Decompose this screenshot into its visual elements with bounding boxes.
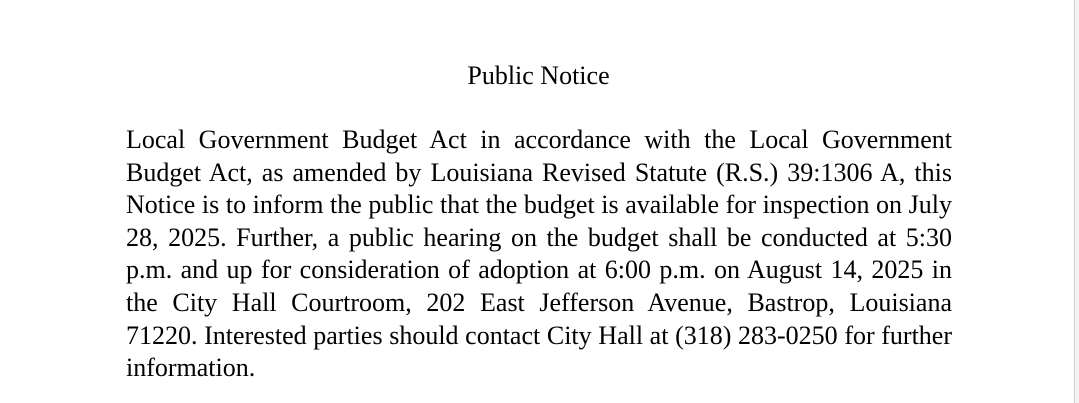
window-gutter bbox=[1075, 0, 1079, 403]
page-title: Public Notice bbox=[467, 61, 610, 90]
notice-body: Local Government Budget Act in accordance with the Local Government Budget Act, as amended by Louisiana Revised Statute (R.S.) 39:1306 A, this Notice is to inform the public that the budget is available for inspection on July 28, 2025. Further, a public hearing on the budget shall be conducted at 5:30 p.m. and up for consideration of adoption at 6:00 p.m. on August 14, 2025 in the City Hall Courtroom, 202 East Jefferson Avenue, Bastrop, Louisiana 71220. Interested parties should contact City Hall at (318) 283-0250 for further information. bbox=[126, 125, 952, 383]
